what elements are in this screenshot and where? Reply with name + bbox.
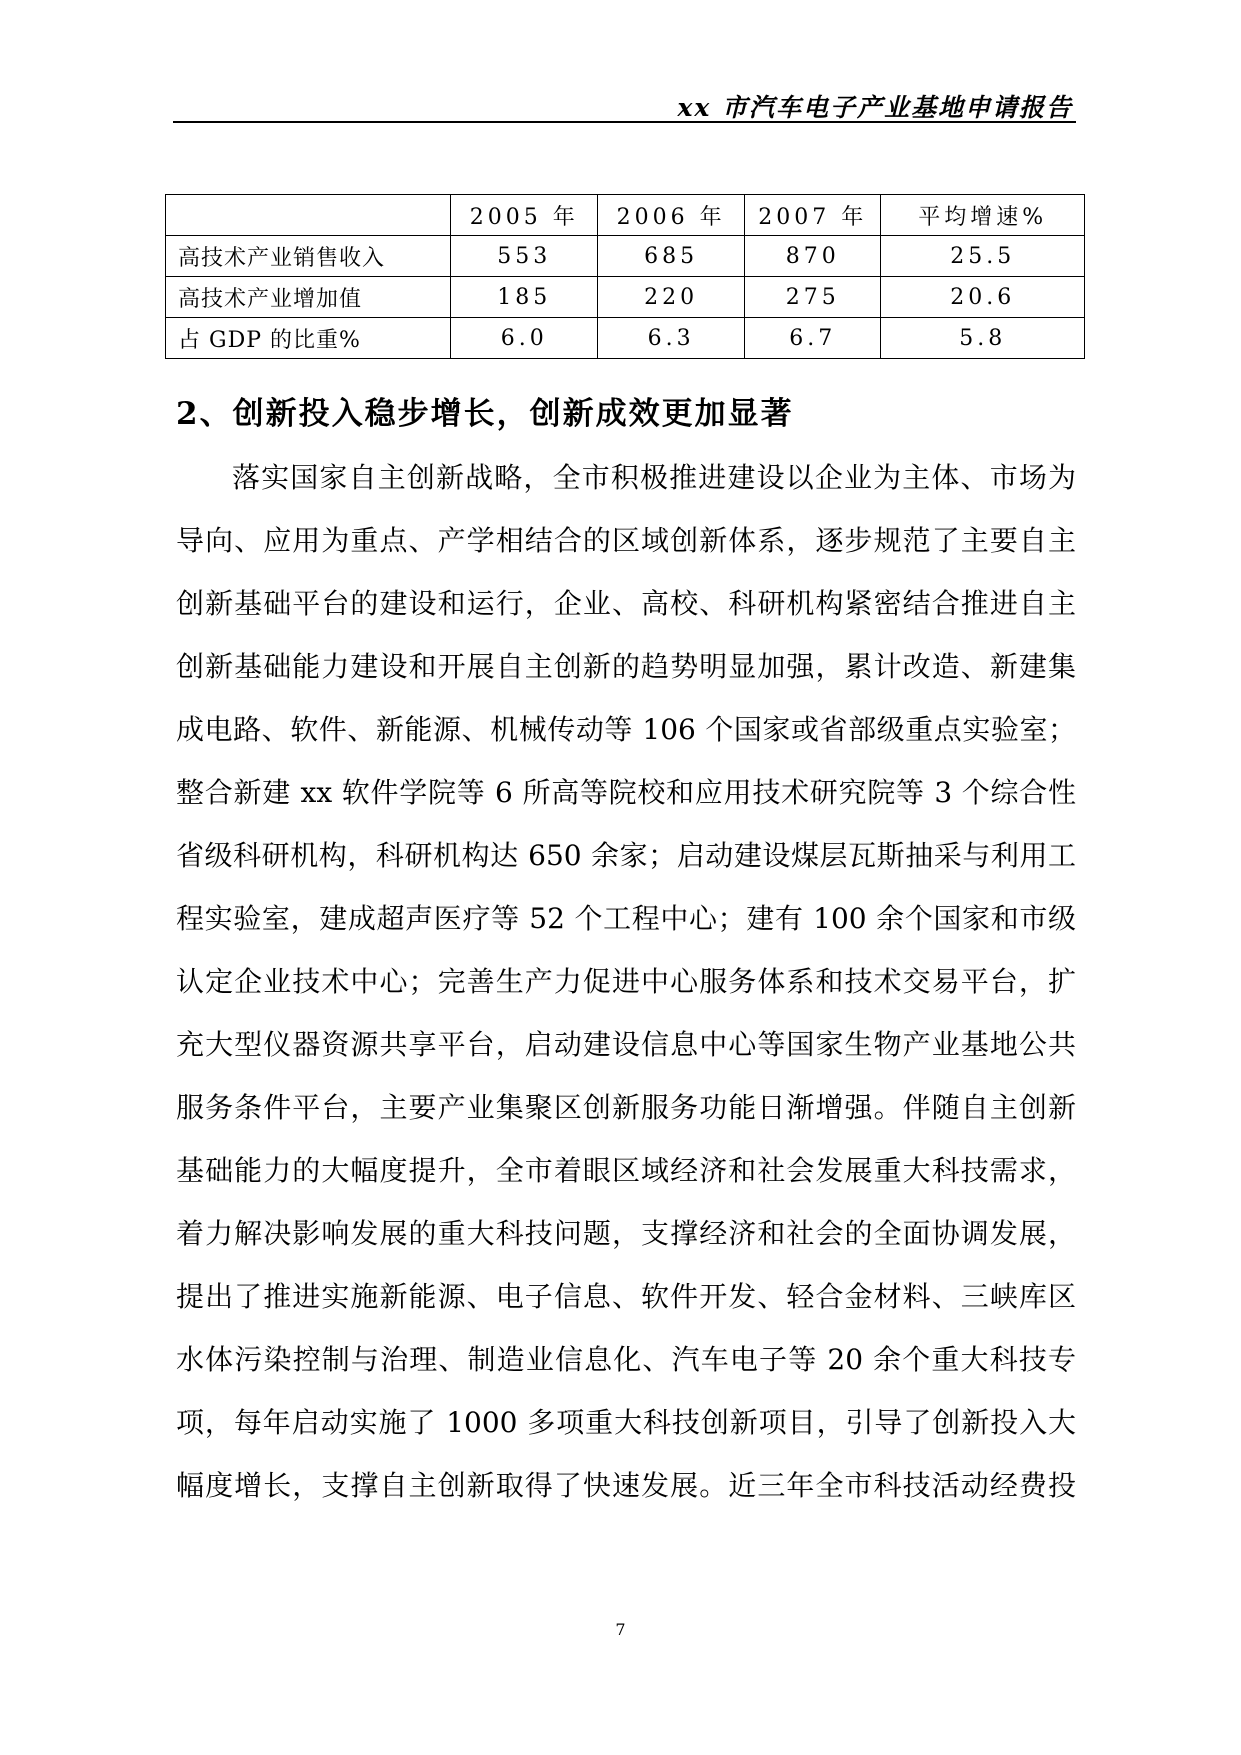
table-row (166, 277, 1085, 318)
table-cell: 5.8 (881, 318, 1085, 359)
paragraph-line: 水体污染控制与治理、制造业信息化、汽车电子等 20 余个重大科技专 (176, 1343, 1076, 1376)
paragraph-line: 成电路、软件、新能源、机械传动等 106 个国家或省部级重点实验室； (176, 713, 1076, 746)
table-cell: 6.0 (451, 318, 598, 359)
table-cell: 185 (451, 277, 598, 318)
table-row (166, 236, 1085, 277)
report-header-title: xx 市汽车电子产业基地申请报告 (677, 93, 1073, 122)
table-cell: 685 (598, 236, 745, 277)
table-header-cell: 2007 年 (745, 195, 881, 236)
paragraph-line: 提出了推进实施新能源、电子信息、软件开发、轻合金材料、三峡库区 (176, 1280, 1076, 1313)
paragraph-line: 充大型仪器资源共享平台，启动建设信息中心等国家生物产业基地公共 (176, 1028, 1076, 1061)
paragraph-line: 着力解决影响发展的重大科技问题，支撑经济和社会的全面协调发展， (176, 1217, 1076, 1250)
paragraph-line: 基础能力的大幅度提升，全市着眼区域经济和社会发展重大科技需求， (176, 1154, 1076, 1187)
statistics-table (165, 194, 1085, 359)
table-header-row (166, 195, 1085, 236)
paragraph-line: 幅度增长，支撑自主创新取得了快速发展。近三年全市科技活动经费投 (176, 1469, 1076, 1502)
body-paragraph (176, 446, 1076, 1517)
paragraph-line: 省级科研机构，科研机构达 650 余家；启动建设煤层瓦斯抽采与利用工 (176, 839, 1076, 872)
section-heading: 2、创新投入稳步增长，创新成效更加显著 (176, 396, 794, 432)
table-cell: 20.6 (881, 277, 1085, 318)
table-cell: 6.3 (598, 318, 745, 359)
table-cell: 553 (451, 236, 598, 277)
table-header-cell (166, 195, 451, 236)
paragraph-line: 导向、应用为重点、产学相结合的区域创新体系，逐步规范了主要自主 (176, 524, 1076, 557)
table-header-cell: 2006 年 (598, 195, 745, 236)
paragraph-line: 整合新建 xx 软件学院等 6 所高等院校和应用技术研究院等 3 个综合性 (176, 776, 1076, 809)
table-row-label: 高技术产业增加值 (166, 277, 451, 318)
table-header-cell: 平均增速% (881, 195, 1085, 236)
table-cell: 220 (598, 277, 745, 318)
header-divider (173, 121, 1076, 123)
table-cell: 275 (745, 277, 881, 318)
table-cell: 25.5 (881, 236, 1085, 277)
paragraph-line: 创新基础能力建设和开展自主创新的趋势明显加强，累计改造、新建集 (176, 650, 1076, 683)
table-row-label: 高技术产业销售收入 (166, 236, 451, 277)
paragraph-line: 创新基础平台的建设和运行，企业、高校、科研机构紧密结合推进自主 (176, 587, 1076, 620)
paragraph-line: 项，每年启动实施了 1000 多项重大科技创新项目，引导了创新投入大 (176, 1406, 1076, 1439)
paragraph-line: 程实验室，建成超声医疗等 52 个工程中心；建有 100 余个国家和市级 (176, 902, 1076, 935)
table-cell: 6.7 (745, 318, 881, 359)
paragraph-line: 落实国家自主创新战略，全市积极推进建设以企业为主体、市场为 (232, 461, 1076, 494)
table-cell: 870 (745, 236, 881, 277)
paragraph-line: 认定企业技术中心；完善生产力促进中心服务体系和技术交易平台，扩 (176, 965, 1076, 998)
page-number: 7 (615, 1620, 626, 1639)
table-row (166, 318, 1085, 359)
paragraph-line: 服务条件平台，主要产业集聚区创新服务功能日渐增强。伴随自主创新 (176, 1091, 1076, 1124)
table-header-cell: 2005 年 (451, 195, 598, 236)
table-row-label: 占 GDP 的比重% (166, 318, 451, 359)
